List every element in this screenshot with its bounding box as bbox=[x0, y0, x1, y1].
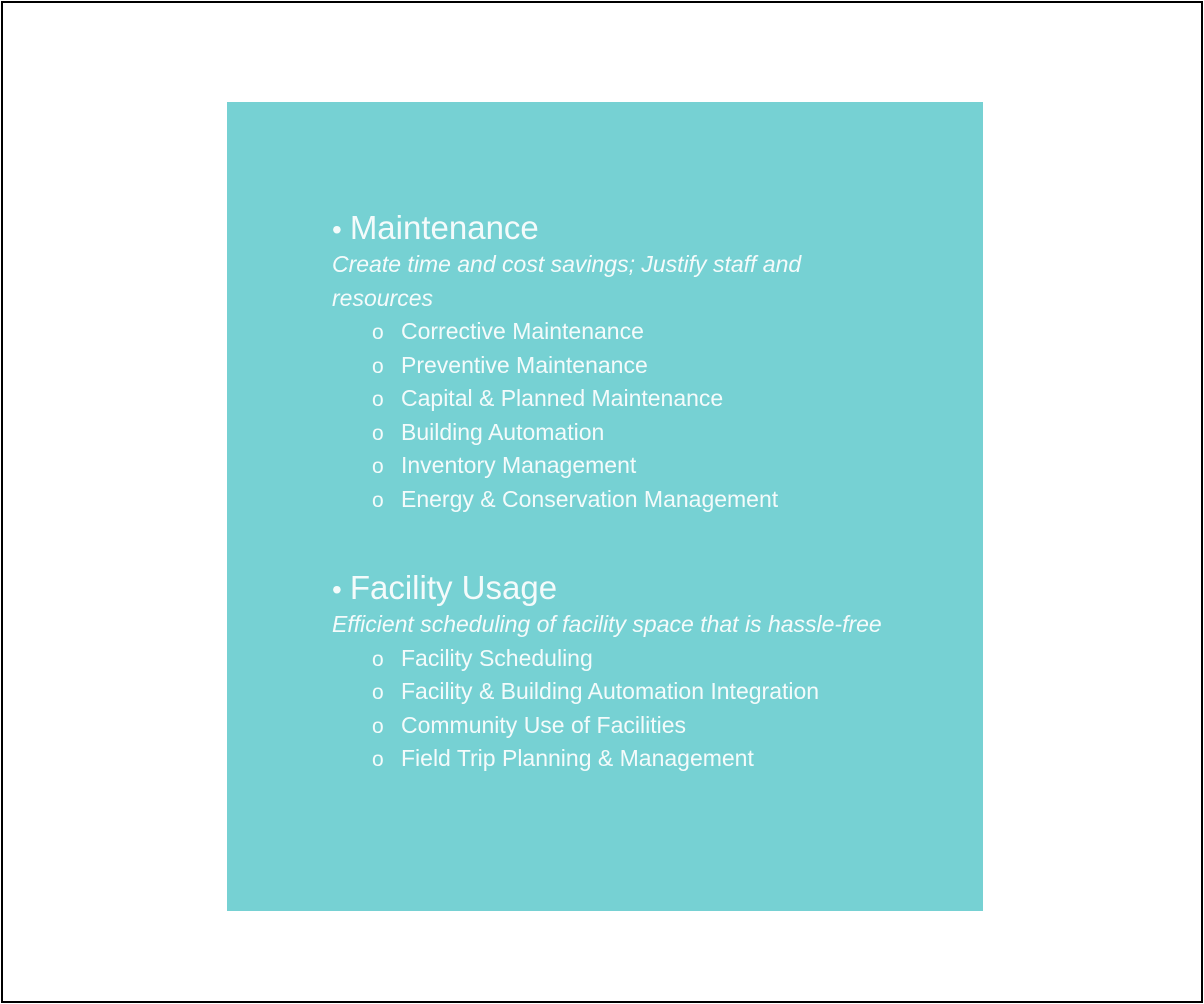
section-description: Efficient scheduling of facility space that is hassle-free bbox=[332, 611, 882, 637]
bullet-glyph: • bbox=[332, 214, 342, 245]
list-marker: o bbox=[372, 647, 384, 671]
section-description: Create time and cost savings; Justify staff and resources bbox=[332, 251, 802, 311]
sub-item-list bbox=[332, 642, 892, 776]
list-item-label: Building Automation bbox=[401, 418, 605, 445]
list-item bbox=[332, 382, 892, 416]
page-frame bbox=[1, 1, 1203, 1003]
list-item-label: Corrective Maintenance bbox=[401, 318, 644, 344]
content-panel bbox=[227, 102, 983, 911]
list-item-label: Facility Scheduling bbox=[401, 644, 593, 671]
list-item bbox=[332, 416, 892, 450]
list-item bbox=[332, 642, 892, 676]
list-marker: o bbox=[372, 421, 384, 445]
list-item bbox=[332, 709, 892, 743]
list-marker: o bbox=[372, 388, 384, 411]
list-marker: o bbox=[372, 748, 384, 771]
list-marker: o bbox=[372, 714, 384, 738]
list-item bbox=[332, 349, 892, 383]
list-item-label: Field Trip Planning & Management bbox=[401, 745, 754, 771]
list-item bbox=[332, 742, 892, 776]
list-item-label: Facility & Building Automation Integration bbox=[401, 678, 820, 704]
list-item-label: Capital & Planned Maintenance bbox=[401, 385, 724, 411]
list-item bbox=[332, 483, 892, 517]
section-title: Maintenance bbox=[349, 209, 539, 246]
section-heading bbox=[332, 568, 892, 608]
list-item bbox=[332, 315, 892, 349]
list-marker: o bbox=[372, 321, 384, 344]
list-item-label: Energy & Conservation Management bbox=[401, 485, 779, 512]
section-title: Facility Usage bbox=[349, 569, 558, 606]
section-facility-usage bbox=[332, 568, 892, 776]
bullet-content bbox=[332, 208, 892, 776]
list-marker: o bbox=[372, 455, 384, 478]
list-marker: o bbox=[372, 354, 384, 378]
list-marker: o bbox=[372, 488, 384, 512]
list-item-label: Community Use of Facilities bbox=[401, 711, 687, 738]
bullet-glyph: • bbox=[332, 574, 342, 605]
section-maintenance bbox=[332, 208, 892, 516]
list-marker: o bbox=[372, 681, 384, 704]
list-item bbox=[332, 449, 892, 483]
section-heading bbox=[332, 208, 892, 248]
list-item-label: Inventory Management bbox=[401, 452, 637, 478]
list-item-label: Preventive Maintenance bbox=[401, 351, 648, 378]
sub-item-list bbox=[332, 315, 892, 516]
list-item bbox=[332, 675, 892, 709]
